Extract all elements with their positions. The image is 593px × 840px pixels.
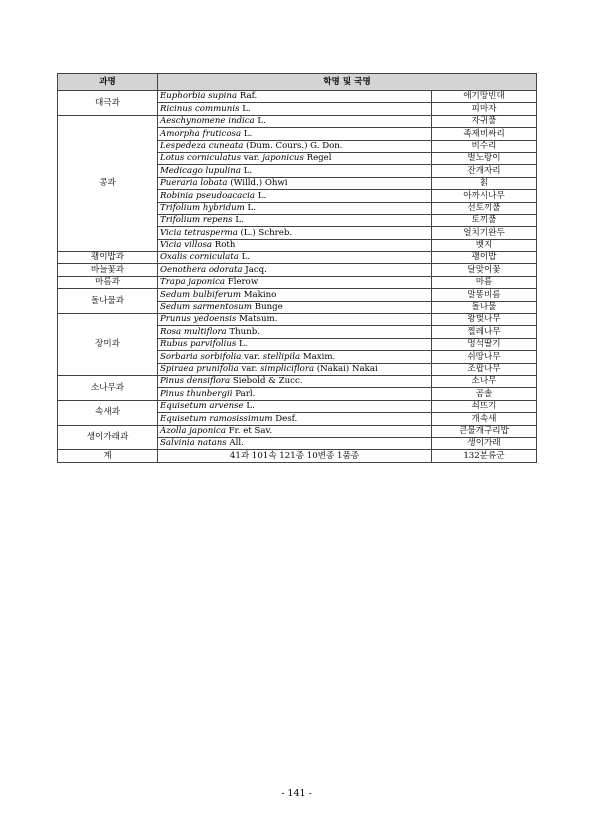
scientific-name-italic: Euphorbia supina [160, 91, 238, 102]
korean-name: 달맞이꽃 [432, 264, 537, 276]
korean-name: 큰물개구리밥 [432, 425, 537, 437]
table-row [58, 400, 537, 412]
scientific-name-author: Jacq. [242, 264, 267, 275]
korean-name: 토끼풀 [432, 214, 537, 226]
korean-name: 멍석딸기 [432, 338, 537, 350]
table-row [58, 425, 537, 437]
scientific-name-author: Raf. [237, 91, 258, 102]
korean-name: 생이가래 [432, 437, 537, 449]
total-summary: 41과 101속 121종 10변종 1품종 [158, 450, 432, 462]
scientific-name-author: Roth [212, 240, 236, 251]
scientific-name-author: L. [243, 401, 255, 412]
scientific-name [158, 338, 432, 350]
korean-name: 칡 [432, 177, 537, 189]
scientific-name-author: L. [244, 202, 256, 213]
total-count: 132분류군 [432, 450, 537, 462]
korean-name: 소나무 [432, 375, 537, 387]
scientific-name-author: (Dum. Cours.) G. Don. [243, 140, 343, 151]
table-row [58, 375, 537, 387]
scientific-name-author: (Nakai) Nakai [314, 363, 378, 374]
scientific-name [158, 115, 432, 127]
scientific-name [158, 214, 432, 226]
scientific-name [158, 289, 432, 301]
korean-name: 피마자 [432, 103, 537, 115]
scientific-name-author: Siebold & Zucc. [230, 376, 303, 387]
scientific-name-author: Makino [240, 289, 277, 300]
scientific-name-author: Fr. et Sav. [225, 425, 273, 436]
scientific-name-author: (L.) Schreb. [237, 227, 293, 238]
korean-name: 벳지 [432, 239, 537, 251]
header-names: 학명 및 국명 [158, 74, 537, 91]
scientific-name-author: var. [238, 363, 261, 374]
table-row [58, 252, 537, 264]
scientific-name [158, 140, 432, 152]
scientific-name-italic: Salvinia natans [160, 438, 227, 449]
scientific-name-author: L. [254, 116, 266, 127]
scientific-name-author: Parl. [232, 388, 256, 399]
table-header-row [58, 74, 537, 91]
scientific-name [158, 413, 432, 425]
scientific-name [158, 351, 432, 363]
scientific-name-italic: Rosa multiflora [160, 326, 227, 337]
family-name: 속새과 [58, 400, 158, 425]
korean-name: 왕벚나무 [432, 314, 537, 326]
korean-name: 찔레나무 [432, 326, 537, 338]
korean-name: 마름 [432, 276, 537, 288]
korean-name: 조팝나무 [432, 363, 537, 375]
scientific-name-italic: Oxalis corniculata [160, 252, 239, 263]
family-name: 소나무과 [58, 375, 158, 400]
scientific-name [158, 425, 432, 437]
scientific-name-author: L. [255, 190, 267, 201]
scientific-name-author: Bunge [252, 302, 283, 313]
scientific-name [158, 152, 432, 164]
scientific-name-italic: Rubus parvifolius [160, 339, 237, 350]
scientific-name [158, 190, 432, 202]
scientific-name-italic: Pinus densiflora [160, 376, 231, 387]
scientific-name-italic: stellipila [262, 351, 301, 362]
scientific-name [158, 264, 432, 276]
family-name: 생이가래과 [58, 425, 158, 450]
scientific-name [158, 326, 432, 338]
scientific-name-author: Matsum. [236, 314, 278, 325]
korean-name: 돌나물 [432, 301, 537, 313]
scientific-name-author: Flerow [225, 277, 259, 288]
scientific-name-italic: Ricinus communis [160, 103, 240, 114]
scientific-name-italic: Pueraria lobata [160, 178, 228, 189]
scientific-name-author: Thunb. [226, 326, 260, 337]
scientific-name [158, 227, 432, 239]
scientific-name-italic: japonicus [262, 153, 304, 164]
scientific-name-author: L. [238, 252, 251, 263]
scientific-name-author: L. [239, 103, 251, 114]
korean-name: 벌노랑이 [432, 152, 537, 164]
scientific-name-italic: Trifolium repens [160, 215, 233, 226]
scientific-name [158, 400, 432, 412]
total-row [58, 450, 537, 462]
scientific-name-author: Desf. [272, 413, 298, 424]
family-name: 바늘꽃과 [58, 264, 158, 276]
total-label: 계 [58, 450, 158, 462]
scientific-name-italic: Robinia pseudoacacia [160, 190, 255, 201]
scientific-name [158, 91, 432, 103]
scientific-name-italic: Trifolium hybridum [160, 202, 245, 213]
scientific-name [158, 103, 432, 115]
scientific-name-author: L. [232, 215, 244, 226]
header-family: 과명 [58, 74, 158, 91]
scientific-name-italic: Oenothera odorata [160, 264, 243, 275]
korean-name: 자귀풀 [432, 115, 537, 127]
family-name: 콩과 [58, 115, 158, 251]
korean-name: 쉬땅나무 [432, 351, 537, 363]
scientific-name-author: L. [240, 165, 253, 176]
scientific-name-italic: Amorpha fruticosa [160, 128, 242, 139]
scientific-name-italic: Trapa japonica [160, 277, 226, 288]
scientific-name [158, 314, 432, 326]
korean-name: 개속새 [432, 413, 537, 425]
korean-name: 곰솔 [432, 388, 537, 400]
scientific-name [158, 437, 432, 449]
scientific-name [158, 202, 432, 214]
scientific-name-italic: Lotus corniculatus [160, 153, 242, 164]
page-number: - 141 - [281, 788, 312, 799]
scientific-name-author: Maxim. [300, 351, 336, 362]
scientific-name-italic: Equisetum ramosissimum [160, 413, 273, 424]
scientific-name-italic: simpliciflora [260, 363, 315, 374]
scientific-name-author: var. [241, 153, 263, 164]
scientific-name-author: (Willd.) Ohwi [227, 178, 288, 189]
scientific-name-italic: Vicia villosa [160, 240, 213, 251]
scientific-name-author: L. [236, 339, 248, 350]
scientific-name-italic: Sorbaria sorbifolia [160, 351, 242, 362]
korean-name: 애기땅빈대 [432, 91, 537, 103]
scientific-name-italic: Pinus thunbergii [160, 388, 233, 399]
korean-name: 비수리 [432, 140, 537, 152]
table-body [58, 91, 537, 450]
scientific-name-author: L. [241, 128, 253, 139]
scientific-name-italic: Equisetum arvense [160, 401, 244, 412]
table-row [58, 115, 537, 127]
family-name: 괭이밥과 [58, 252, 158, 264]
family-name: 대극과 [58, 91, 158, 116]
scientific-name-italic: Azolla japonica [160, 425, 226, 436]
scientific-name-italic: Aeschynomene indica [160, 116, 255, 127]
scientific-name-italic: Prunus yedoensis [160, 314, 237, 325]
korean-name: 족제비싸리 [432, 128, 537, 140]
scientific-name-italic: Medicago lupulina [160, 165, 241, 176]
table-row [58, 314, 537, 326]
scientific-name-italic: Sedum bulbiferum [160, 289, 241, 300]
table-row [58, 91, 537, 103]
scientific-name-italic: Spiraea prunifolia [160, 363, 239, 374]
table-row [58, 276, 537, 288]
scientific-name-author: var. [241, 351, 263, 362]
korean-name: 쇠뜨기 [432, 400, 537, 412]
scientific-name-author: All. [226, 438, 244, 449]
korean-name: 얼치기완두 [432, 227, 537, 239]
table-row [58, 264, 537, 276]
scientific-name [158, 177, 432, 189]
scientific-name [158, 276, 432, 288]
scientific-name [158, 128, 432, 140]
scientific-name [158, 239, 432, 251]
scientific-name [158, 375, 432, 387]
table-row [58, 289, 537, 301]
korean-name: 괭이밥 [432, 252, 537, 264]
korean-name: 아까시나무 [432, 190, 537, 202]
scientific-name-author: Regel [303, 153, 332, 164]
scientific-name-italic: Sedum sarmentosum [160, 302, 253, 313]
scientific-name [158, 252, 432, 264]
korean-name: 말똥비름 [432, 289, 537, 301]
species-table [57, 73, 537, 463]
scientific-name [158, 363, 432, 375]
scientific-name [158, 388, 432, 400]
scientific-name-italic: Vicia tetrasperma [160, 227, 238, 238]
scientific-name-italic: Lespedeza cuneata [160, 140, 244, 151]
family-name: 돌나물과 [58, 289, 158, 314]
korean-name: 선토끼풀 [432, 202, 537, 214]
family-name: 마름과 [58, 276, 158, 288]
scientific-name [158, 165, 432, 177]
scientific-name [158, 301, 432, 313]
korean-name: 잔개자리 [432, 165, 537, 177]
family-name: 장미과 [58, 314, 158, 376]
